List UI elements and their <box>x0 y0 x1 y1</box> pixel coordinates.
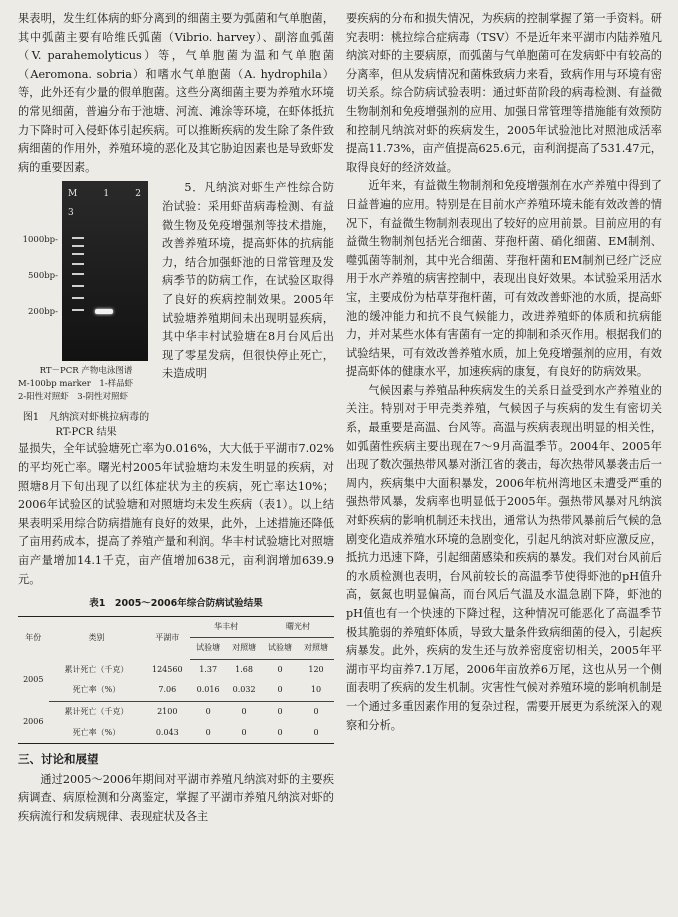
paragraph-results: 显损失，全年试验塘死亡率为0.016%，大大低于平湖市7.02%的平均死亡率。曙光村2005年试验塘均未发生明显的疾病，对照塘8月下旬出现了以红体症状为主的疾病，死亡率达10%；2006年试验区的试验塘和对照塘均未发生疾病（表1）。以上结果表明采用综合防病措施有良好的效果，此外，上述措施还降低了亩用药成本，提高了养殖产量和利润。华丰村试验塘比对照塘亩产量增加14.1千克，亩产值增加638元，亩利润增加639.9元。 <box>18 442 334 586</box>
marker-band <box>72 285 84 287</box>
cell: 120 <box>308 664 324 674</box>
cell: 0.043 <box>144 723 190 744</box>
cell: 0 <box>190 723 226 744</box>
gel-image <box>22 181 148 361</box>
marker-band <box>72 297 84 299</box>
caption-title: RT－PCR 产物电泳图谱 <box>39 366 133 377</box>
caption-line-2: 2-阳性对照虾 3-阴性对照虾 <box>18 392 129 403</box>
table-row <box>18 702 334 723</box>
paragraph-bacteria: 果表明，发生红体病的虾分离到的细菌主要为弧菌和气单胞菌，其中弧菌主要有哈维氏弧菌（Vibrio. harvey）、副溶血弧菌（V. parahemolyticus）等，气单胞菌为温和气单胞菌（Aeromona. sobria）和嗜水气单胞菌（A. hydrophila）等，此外还有少量的假单胞菌。这些分离细菌主要为养殖水环境的常见细菌，普遍分布于池塘、河流、滩涂等环境，在虾体抵抗力下降时可入侵虾体引起疾病。可以推断疾病的发生除了条件致病细菌的作用外，养殖环境的恶化及其它胁迫因素也是导致虾发病的重要因素。 <box>18 12 334 174</box>
cell-year: 2006 <box>18 702 49 744</box>
figure-caption <box>18 365 154 404</box>
cell: 2100 <box>157 707 178 717</box>
cell: 0.032 <box>226 680 262 701</box>
cell: 0 <box>277 664 283 674</box>
marker-band <box>72 237 84 239</box>
table-row <box>18 723 334 744</box>
bp-label-1000: 1000bp- <box>22 235 58 246</box>
figure-title: 图1 凡纳滨对虾桃拉病毒的 RT-PCR 结果 <box>22 412 150 439</box>
th-village-1: 华丰村 <box>190 616 262 638</box>
th-test: 试验塘 <box>190 638 226 660</box>
marker-band <box>72 309 84 311</box>
figure-row <box>18 179 334 440</box>
th-ctrl: 对照塘 <box>226 638 262 660</box>
th-ctrl-2: 对照塘 <box>298 638 334 660</box>
figure-side-text <box>162 179 334 440</box>
cell: 累计死亡（千克） <box>64 707 129 717</box>
cell: 死亡率（%） <box>49 680 145 701</box>
th-test-2: 试验塘 <box>262 638 298 660</box>
cell: 1.68 <box>235 664 253 674</box>
bp-label-200: 200bp- <box>28 307 58 318</box>
cell: 124560 <box>152 664 183 674</box>
cell: 0 <box>262 680 298 701</box>
results-table <box>18 616 334 745</box>
cell: 0 <box>241 707 247 717</box>
left-column <box>18 10 334 827</box>
cell: 10 <box>298 680 334 701</box>
caption-line-1: M-100bp marker 1-样品虾 <box>18 379 134 390</box>
table-caption: 表1 2005～2006年综合防病试验结果 <box>89 598 263 610</box>
paragraph-discussion: 通过2005～2006年期间对平湖市养殖凡纳滨对虾的主要疾病调查、病原检测和分离鉴定，掌握了平湖市养殖凡纳滨对虾的疾病流行和发病规律、表现症状及各主 <box>18 772 334 824</box>
marker-band <box>72 245 84 247</box>
paragraph-probiotics: 近年来，有益微生物制剂和免疫增强剂在水产养殖中得到了日益普遍的应用。特别是在目前水产养殖环境未能有效改善的情况下，有益微生物制剂表现出了较好的应用前景。目前应用的有益微生物制剂包括光合细菌、芽孢杆菌、硝化细菌、EM制剂、噬弧菌等制剂，其中光合细菌、芽孢杆菌和EM制剂已经广泛应用于水产养殖的病害控制中，表现出良好效果。本试验采用活水宝，主要成份为枯草芽孢杆菌，可有效改善虾池的水质，提高虾池的缓冲能力和抗不良气候能力，改进养殖虾的体质和抗病能力，并对某些水体有害菌有一定的抑制和杀灭作用。根据我们的试验结果，可有效改善养殖水质，加上免疫增强剂的应用，有效提高虾体的健康水平，加速疾病的康复，有良好的防病效果。 <box>346 179 662 379</box>
cell: 0 <box>226 723 262 744</box>
cell: 0 <box>277 707 283 717</box>
cell-year: 2005 <box>23 675 44 685</box>
cell: 0 <box>298 723 334 744</box>
th-year: 年份 <box>18 616 49 659</box>
th-village-2: 曙光村 <box>262 616 334 638</box>
th-type: 类别 <box>49 616 145 659</box>
cell: 累计死亡（千克） <box>64 664 129 674</box>
cell: 0 <box>262 723 298 744</box>
sample-band <box>95 309 113 314</box>
table-row <box>18 659 334 680</box>
cell: 0.016 <box>190 680 226 701</box>
th-avg: 平湖市 <box>144 616 190 659</box>
cell: 1.37 <box>199 664 218 674</box>
bp-label-500: 500bp- <box>28 271 58 282</box>
cell: 0 <box>313 707 319 717</box>
marker-band <box>72 253 84 255</box>
paragraph-climate: 气候因素与养殖品种疾病发生的关系日益受到水产养殖业的关注。特别对于甲壳类养殖，气候因子与疾病的发生有密切关系，最重要是高温、台风等。高温与疾病表现出明显的相关性，如弧菌性疾病主要出现在7～9月高温季节。2004年、2005年出现了数次强热带风暴对浙江省的袭击，每次热带风暴袭击后一周内，疾病集中大面积暴发，2006年杭州湾地区未遭受严重的强热带风暴，发病率也明显低于2005年。强热带风暴对凡纳滨对虾疾病的影响机制还未找出，通常认为热带风暴前后气候的急剧变化造成养殖水环境的急剧变化，引起凡纳滨对虾应激反应，抵抗力迅速下降，引起细菌感染和疾病的暴发。我们对台风前后的水质检测也表明，台风前较长的高温季节使得虾池的pH值升高，氨氮也明显偏高，而台风后气温及水温急剧下降，虾池的pH值也有一个快速的下降过程，这种情况可能恶化了高温季节极其脆弱的养殖虾体质，导致大量条件致病细菌的侵入，引起疾病暴发。此外，疾病的发生还与放养密度密切相关，2005年平湖市平均亩养7.1万尾，2006年亩放养6万尾，这也从另一个侧面表明了疾病的发生机制。灾害性气候对养殖环境的影响机制是一个通过多重因素作用的复杂过程，需要开展更为系统深入的观察和分析。 <box>346 383 662 732</box>
cell: 0 <box>205 707 211 717</box>
cell: 7.06 <box>144 680 190 701</box>
right-column <box>346 10 662 735</box>
table-row <box>18 680 334 701</box>
marker-band <box>72 273 84 275</box>
figure-1 <box>18 179 154 440</box>
marker-band <box>72 263 84 265</box>
paragraph-trial: 5．凡纳滨对虾生产性综合防治试验：采用虾苗病毒检测、有益微生物及免疫增强剂等技术措施，改善养殖环境，提高虾体的抗病能力，结合加强虾池的日常管理及发病季节的防病工作，在试验区取得了良好的疾病控制效果。2005年试验塘养殖期间未出现明显疾病，其中华丰村试验塘在8月台风后出现了零星发病，但很快停止死亡，未造成明 <box>162 181 334 381</box>
paragraph-conclusion: 要疾病的分布和损失情况，为疾病的控制掌握了第一手资料。研究表明：桃拉综合症病毒（TSV）不是近年来平湖市内陆养殖凡纳滨对虾的主要病原，而弧菌与气单胞菌可在发病虾中有较高的分离率，但从发病情况和菌株致病力来看，致病作用与环境有密切关系。综合防病试验表明：通过虾苗阶段的病毒检测、有益微生物制剂和免疫增强剂的应用、加强日常管理等措施能有效预防和控制凡纳滨对虾的疾病发生，2005年试验池比对照池成活率提高11.73%，亩产值提高625.6元，亩利润提高了531.47元，取得良好的经济效益。 <box>346 12 662 174</box>
section-heading: 三、讨论和展望 <box>18 752 99 767</box>
cell: 死亡率（%） <box>49 723 145 744</box>
lane-labels: M 1 2 3 <box>68 189 148 218</box>
